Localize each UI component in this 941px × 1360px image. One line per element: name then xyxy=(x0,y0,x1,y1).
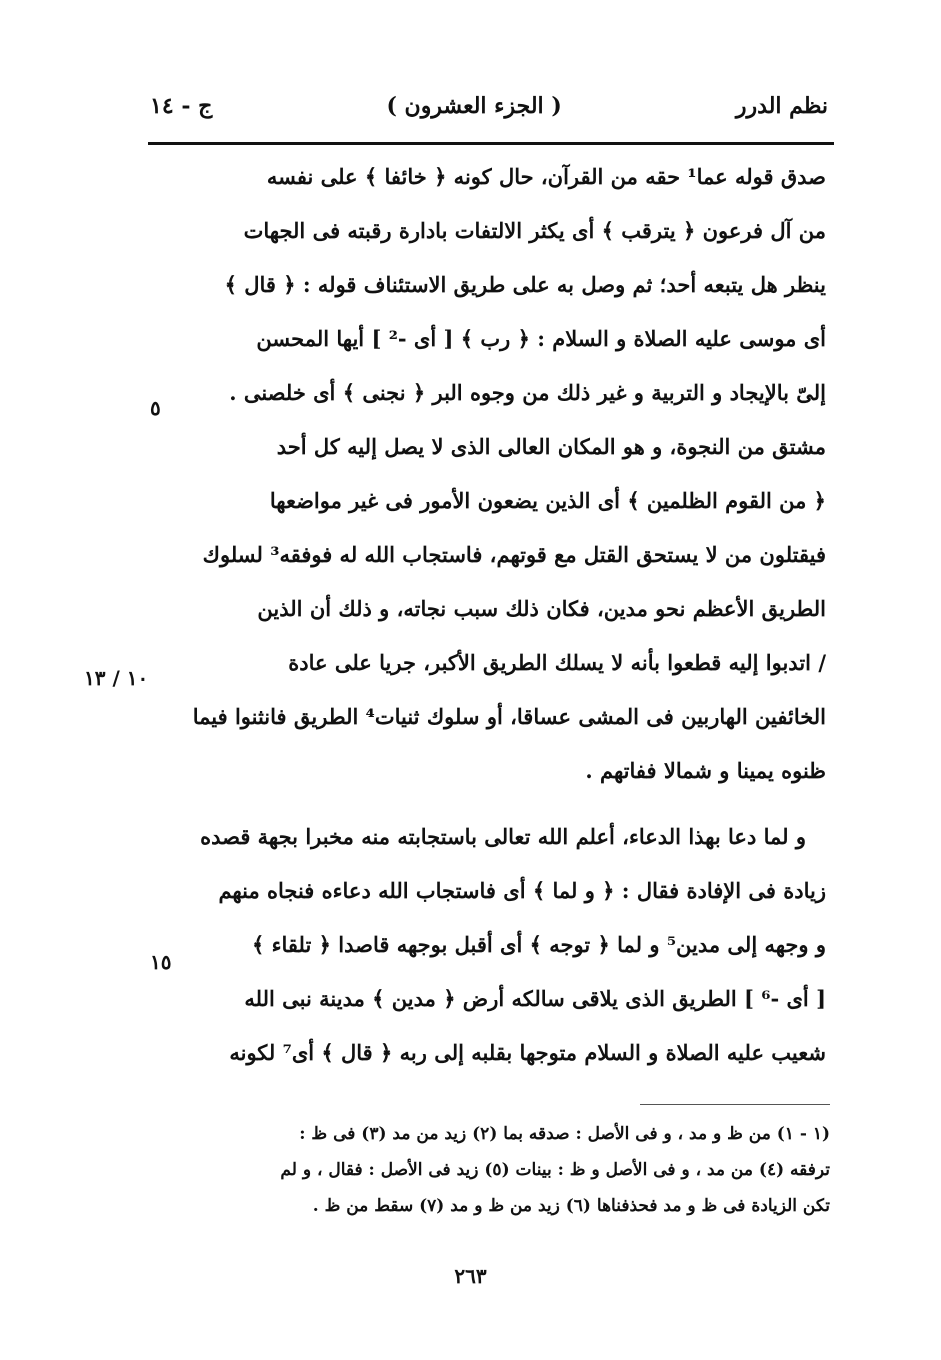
page-number: ٢٦٣ xyxy=(454,1264,487,1288)
text-line: مشتق من النجوة، و هو المكان العالى الذى لا يصل إليه كل أحد xyxy=(276,434,826,459)
text-line: الطريق الأعظم نحو مدين، فكان ذلك سبب نجاته، و ذلك أن الذين xyxy=(257,596,826,621)
text-line: زيادة فى الإفادة فقال : ﴿ و لما ﴾ أى فاستجاب الله دعاءه فنجاه منهم xyxy=(218,878,826,903)
text-line: من آل فرعون ﴿ يترقب ﴾ أى يكثر الالتفات بادارة رقبته فى الجهات xyxy=(243,218,826,243)
text-line: فيقتلون من لا يستحق القتل مع قوتهم، فاستجاب الله له فوفقه³ لسلوك xyxy=(202,542,826,567)
text-line: إلىّ بالإيجاد و التربية و غير ذلك من وجوه البر ﴿ نجنى ﴾ أى خلصنى . xyxy=(229,380,826,405)
line-marker-15: ١٥ xyxy=(150,950,172,974)
line-marker-5: ٥ xyxy=(150,396,161,420)
text-line: و وجهه إلى مدين⁵ و لما ﴿ توجه ﴾ أى أقبل بوجهه قاصدا ﴿ تلقاء ﴾ xyxy=(252,932,826,957)
line-marker-10-folio: ١٠ / ١٣ xyxy=(84,666,149,690)
text-line: ﴿ من القوم الظلمين ﴾ أى الذين يضعون الأمور فى غير مواضعها xyxy=(269,488,826,513)
text-line: أى موسى عليه الصلاة و السلام : ﴿ رب ﴾ [ أى -² ] أيها المحسن xyxy=(256,326,826,351)
text-line: / اتدبوا إليه قطعوا بأنه لا يسلك الطريق الأكبر، جريا على عادة xyxy=(288,650,826,675)
footnotes xyxy=(190,1116,830,1224)
main-text xyxy=(186,150,826,1080)
footnote-rule xyxy=(640,1104,830,1105)
footnote-line: تكن الزيادة فى ظ و مد فحذفناها (٦) زيد من ظ و مد (٧) سقط من ظ . xyxy=(312,1196,830,1216)
text-line: ظنوه يمينا و شمالا ففاتهم . xyxy=(585,758,826,783)
text-line: ينظر هل يتبعه أحد؛ ثم وصل به على طريق الاستئناف قوله : ﴿ قال ﴾ xyxy=(224,272,826,297)
header-rule xyxy=(148,142,834,145)
book-title: نظم الدرر xyxy=(735,93,828,119)
text-line: صدق قوله عما¹ حقه من القرآن، حال كونه ﴿ خائفا ﴾ على نفسه xyxy=(266,164,826,189)
footnote-line: (١ - ١) من ظ و مد ، و فى الأصل : صدقه بما (٢) زيد من مد (٣) فى ظ : xyxy=(299,1124,830,1144)
text-line: شعيب عليه الصلاة و السلام متوجها بقلبه إلى ربه ﴿ قال ﴾ أى⁷ لكونه xyxy=(229,1040,826,1065)
text-line: الخائفين الهاربين فى المشى عساقا، أو سلوك ثنيات⁴ الطريق فانثنوا فيما xyxy=(192,704,826,729)
running-header xyxy=(150,84,828,128)
volume-number: ج - ١٤ xyxy=(150,93,213,119)
text-line: [ أى -⁶ ] الطريق الذى يلاقى سالكه أرض ﴿ مدين ﴾ مدينة نبى الله xyxy=(244,986,826,1011)
footnote-line: ترفقه (٤) من مد ، و فى الأصل و ظ : بينات (٥) زيد فى الأصل : فقال ، و لم xyxy=(280,1160,830,1180)
part-title: ( الجزء العشرون ) xyxy=(386,93,562,119)
text-line: و لما دعا بهذا الدعاء، أعلم الله تعالى باستجابته منه مخبرا بجهة قصده xyxy=(200,824,806,849)
